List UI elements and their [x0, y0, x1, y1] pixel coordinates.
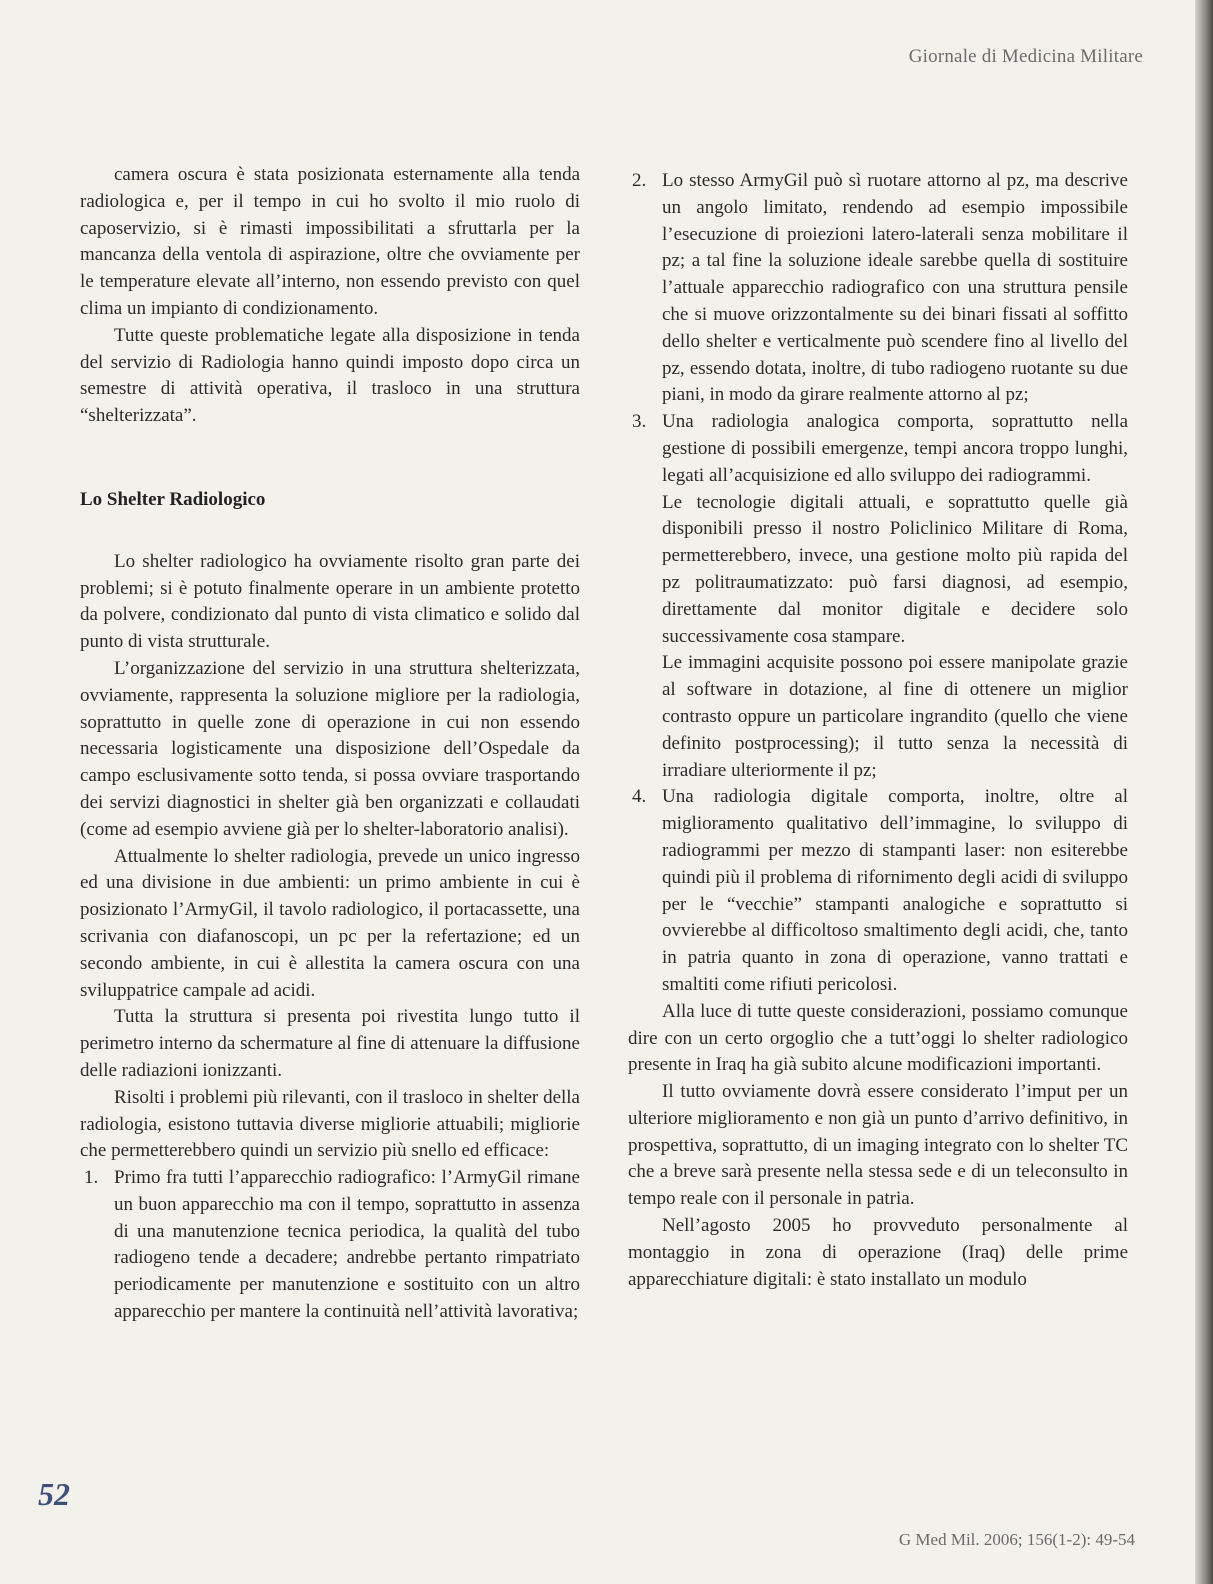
right-column — [628, 168, 1128, 1293]
paragraph: Risolti i problemi più rilevanti, con il trasloco in shelter della radiologia, esistono tuttavia diverse migliorie attuabili; migliorie che permetterebbero quindi un servizio più snello ed efficace: — [80, 1086, 580, 1162]
list-number: 3. — [632, 411, 647, 433]
list-item — [628, 784, 1128, 998]
list-item — [80, 1165, 580, 1326]
list-item-text: Primo fra tutti l’apparecchio radiografico: l’ArmyGil rimane un buon apparecchio ma con il tempo, soprattutto in assenza di una manutenzione tecnica periodica, la qualità del tubo radiogeno tende a decadere; andrebbe pertanto rimpatriato periodicamente per manutenzione e sostituito con un altro apparecchio per mantere la continuità nell’attività lavorativa; — [114, 1167, 580, 1323]
list-item-text: Una radiologia digitale comporta, inoltre, oltre al miglioramento qualitativo dell’immagine, lo sviluppo di radiogrammi per mezzo di stampanti laser: non esiterebbe quindi più il problema di rifornimento degli acidi di sviluppo per le “vecchie” stampanti analogiche e soprattutto si ovvierebbe al difficoltoso smaltimento degli acidi, che, tanto in patria quanto in zona di operazione, vanno trattati e smaltiti come rifiuti pericolosi. — [662, 786, 1128, 995]
list-item-text: Una radiologia analogica comporta, soprattutto nella gestione di possibili emergenze, tempi ancora troppo lunghi, legati all’acquisizione ed allo sviluppo dei radiogrammi. — [662, 411, 1128, 486]
paragraph: Nell’agosto 2005 ho provveduto personalmente al montaggio in zona di operazione (Iraq) delle prime apparecchiature digitali: è stato installato un modulo — [628, 1215, 1128, 1290]
paragraph: camera oscura è stata posizionata esternamente alla tenda radiologica e, per il tempo in cui ho svolto il mio ruolo di caposervizio, si è rimasti impossibilitati a sfruttarla per la mancanza della ventola di aspirazione, oltre che ovviamente per le temperature elevate all’interno, non essendo previsto con quel clima un impianto di condizionamento. — [80, 164, 580, 319]
paragraph: Attualmente lo shelter radiologia, prevede un unico ingresso ed una divisione in due ambienti: un primo ambiente in cui è posizionato l’ArmyGil, il tavolo radiologico, il portacassette, una scrivania con diafanoscopi, un pc per la refertazione; ed un secondo ambiente, in cui è allestita la camera oscura con una sviluppatrice campale ad acidi. — [80, 845, 580, 1001]
paragraph: Lo shelter radiologico ha ovviamente risolto gran parte dei problemi; si è potuto finalmente operare in un ambiente protetto da polvere, condizionato dal punto di vista climatico e solido dal punto di vista strutturale. — [80, 550, 580, 653]
list-item-continuation: Le immagini acquisite possono poi essere manipolate grazie al software in dotazione, al fine di ottenere un miglior contrasto oppure un particolare ingrandito (quello che viene definito postprocessing); il tutto senza la necessità di irradiare ulteriormente il pz; — [662, 652, 1128, 781]
improvements-list — [80, 1165, 580, 1326]
list-item-text: Lo stesso ArmyGil può sì ruotare attorno al pz, ma descrive un angolo limitato, rendendo ad esempio impossibile l’esecuzione di proiezioni latero-laterali senza mobilitare il pz; a tal fine la soluzione ideale sarebbe quella di sostituire l’attuale apparecchio radiografico con una struttura pensile che si muove orizzontalmente su dei binari fissati al soffitto dello shelter e verticalmente può scendere fino al livello del pz, essendo dotata, inoltre, di tubo radiogeno ruotante su due piani, in modo da girare realmente attorno al pz; — [662, 170, 1128, 406]
left-column — [80, 162, 580, 1326]
paragraph: Tutta la struttura si presenta poi rivestita lungo tutto il perimetro interno da schermature al fine di attenuare la diffusione delle radiazioni ionizzanti. — [80, 1006, 580, 1081]
running-head: Giornale di Medicina Militare — [908, 46, 1143, 67]
journal-citation: G Med Mil. 2006; 156(1-2): 49-54 — [898, 1530, 1135, 1549]
list-number: 2. — [632, 170, 647, 191]
list-number: 4. — [632, 786, 647, 808]
paragraph: Alla luce di tutte queste considerazioni, possiamo comunque dire con un certo orgoglio che a tutt’oggi lo shelter radiologico presente in Iraq ha già subito alcune modificazioni importanti. — [628, 1000, 1128, 1076]
list-number: 1. — [84, 1167, 99, 1189]
improvements-list-continued — [628, 168, 1128, 999]
page-number: 52 — [38, 1476, 70, 1512]
list-item — [628, 409, 1128, 784]
paragraph: L’organizzazione del servizio in una struttura shelterizzata, ovviamente, rappresenta la soluzione migliore per la radiologia, soprattutto in quelle zone di operazione in cui non essendo necessaria logisticamente una disposizione dell’Ospedale da campo esclusivamente sotto tenda, si possa ovviare trasportando dei servizi diagnostici in shelter già ben organizzati e collaudati (come ad esempio avviene già per lo shelter-laboratorio analisi). — [80, 657, 580, 840]
list-item — [628, 168, 1128, 409]
list-item-continuation: Le tecnologie digitali attuali, e soprattutto quelle già disponibili presso il nostro Policlinico Militare di Roma, permetterebbero, invece, una gestione molto più rapida del pz politraumatizzato: può farsi diagnosi, ad esempio, direttamente dal monitor digitale e decidere solo successivamente cosa stampare. — [662, 491, 1128, 647]
paragraph: Il tutto ovviamente dovrà essere considerato l’imput per un ulteriore miglioramento e non già un punto d’arrivo definitivo, in prospettiva, soprattutto, di un imaging integrato con lo shelter TC che a breve sarà presente nella stessa sede e di un teleconsulto in tempo reale con il personale in patria. — [628, 1081, 1128, 1210]
paragraph: Tutte queste problematiche legate alla disposizione in tenda del servizio di Radiologia hanno quindi imposto dopo circa un semestre di attività operativa, il trasloco in una struttura “shelterizzata”. — [80, 324, 580, 427]
section-heading: Lo Shelter Radiologico — [80, 488, 266, 510]
book-spine-shadow — [1195, 0, 1213, 1584]
